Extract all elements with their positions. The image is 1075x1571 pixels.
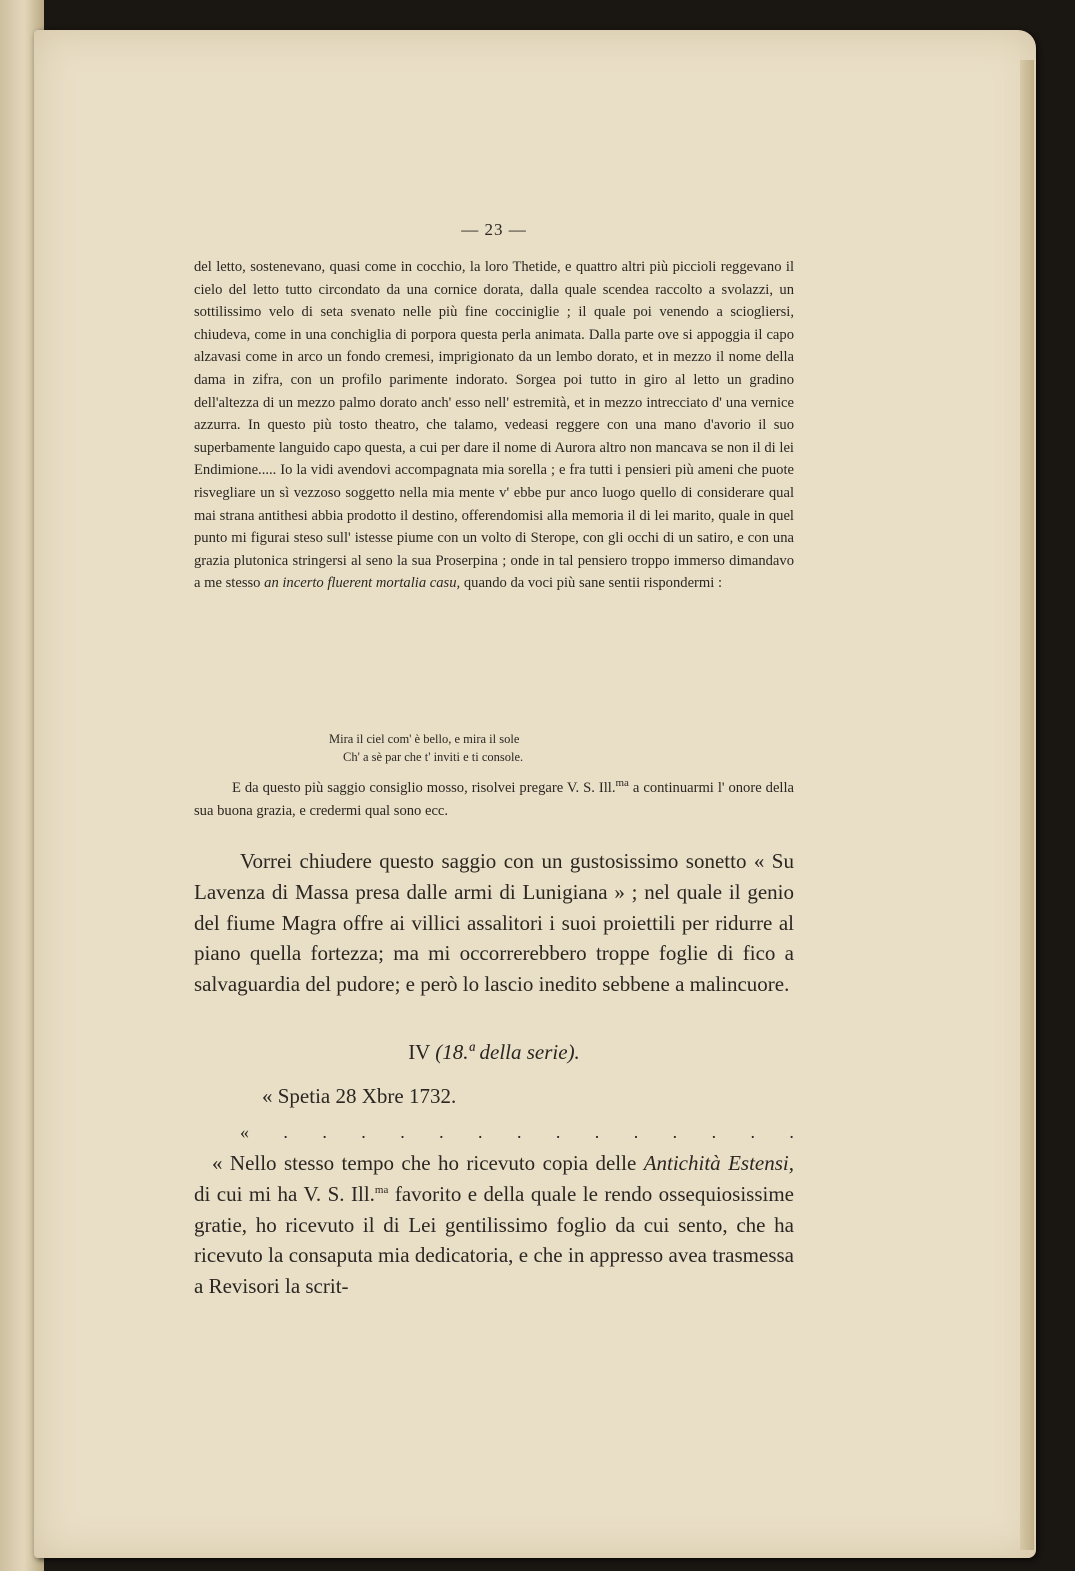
- dot: .: [283, 1122, 288, 1142]
- verse-line-2: Ch' a sè par che t' inviti e ti console.: [343, 750, 524, 764]
- letter-paragraph-2: [194, 777, 794, 822]
- dot: .: [478, 1122, 483, 1142]
- letter-paragraph-1: [194, 256, 794, 595]
- ellipsis-open-quote: «: [240, 1122, 249, 1142]
- book-page: [34, 30, 1036, 1558]
- verse-quote: [329, 730, 769, 766]
- dot: .: [594, 1122, 600, 1142]
- letter-start: « Nello stesso tempo che ho ricevuto copia delle: [212, 1151, 637, 1175]
- latin-quote: an incerto fluerent mortalia casu,: [264, 575, 461, 592]
- letter-quote-paragraph: [194, 1148, 794, 1302]
- page-number: — 23 —: [461, 220, 527, 239]
- dot: .: [400, 1122, 405, 1142]
- letter-title: Antichità Estensi,: [643, 1151, 794, 1175]
- paragraph2-start: E da questo più saggio consiglio mosso, risolvei pregare V. S. Ill.: [232, 780, 616, 796]
- paragraph2-end: a continuarmi l' onore della sua buona grazia, e credermi qual sono ecc.: [194, 780, 795, 819]
- dot: .: [439, 1122, 444, 1142]
- dot: .: [555, 1122, 561, 1142]
- dot: .: [516, 1122, 522, 1142]
- commentary-paragraph: Vorrei chiudere questo saggio con un gustosissimo sonetto « Su Lavenza di Massa presa dalle armi di Lunigiana » ; nel quale il genio del fiume Magra offre ai villici assalitori i suoi proiettili per ridurre al piano quella fortezza; ma mi occorrerebbero troppe foglie di fico a salvaguardia del pudore; e però lo lascio inedito sebbene a malincuore.: [194, 849, 794, 997]
- page-fore-edge: [1020, 60, 1034, 1550]
- dot: .: [633, 1122, 639, 1142]
- dot: .: [322, 1122, 327, 1142]
- heading-series: (18.ª della serie).: [435, 1040, 580, 1064]
- ellipsis-line: [240, 1122, 794, 1143]
- paragraph2-superscript: ma: [615, 777, 629, 790]
- dot: .: [789, 1122, 794, 1142]
- dot: .: [361, 1122, 366, 1142]
- dot: .: [750, 1122, 755, 1142]
- verse-line-1: Mira il ciel com' è bello, e mira il sole: [329, 732, 520, 746]
- section-heading: [194, 1040, 794, 1065]
- letter-end: favorito e della quale le rendo ossequiosissime gratie, ho ricevuto il di Lei gentilissimo foglio da cui sento, che ha ricevuto la consaputa mia dedicatoria, e che in appresso avea trasmessa a Revisori la scrit-: [194, 1181, 794, 1299]
- paragraph1-end: quando da voci più sane sentii rispondermi :: [463, 575, 723, 592]
- dateline: « Spetia 28 Xbre 1732.: [262, 1084, 457, 1108]
- dot: .: [711, 1122, 717, 1142]
- letter-mid: di cui mi ha V. S. Ill.: [194, 1181, 375, 1206]
- paragraph1-text: del letto, sostenevano, quasi come in cocchio, la loro Thetide, e quattro altri più piccioli reggevano il cielo del letto tutto circondato da una cornice dorata, dalla quale scendea raccolto a svolazzi, un sottilissimo velo di seta svenato nelle più fine cocciniglie ; il quale poi venendo a sciogliersi, chiudeva, come in una conchiglia di porpora questa perla animata. Dalla parte ove si appoggia il capo alzavasi come in arco un fondo cremesi, imprigionato da un lembo dorato, et in mezzo il nome della dama in zifra, con un profilo parimente indorato. Sorgea poi tutto in giro al letto un gradino dell'altezza di un mezzo palmo dorato anch' esso nell' estremità, et in mezzo intrecciato d' una vernice azzurra. In questo più tosto theatro, che talamo, vedeasi reggere con una mano d'avorio il suo superbamente languido capo questa, a cui per dare il nome di Aurora altro non mancava se non il di lei Endimione..... Io la vidi avendovi accompagnata mia sorella ; e fra tutti i pensieri più ameni che puote risvegliare un sì vezzoso soggetto nella mia mente v' ebbe pur anco luogo quello di considerare qual mai strana antithesi abbia prodotto il destino, offerendomisi alla memoria il di lei marito, quale in quel punto mi figurai steso sull' istesse piume con un volto di Sterope, con gli occhi di un satiro, e con una grazia plutonica stringersi al seno la sua Proserpina ; onde in tal pensiero troppo immerso dimandavo a me stesso: [194, 259, 794, 592]
- letter-superscript: ma: [374, 1183, 389, 1196]
- dot: .: [672, 1122, 678, 1142]
- heading-numeral: IV: [408, 1040, 430, 1064]
